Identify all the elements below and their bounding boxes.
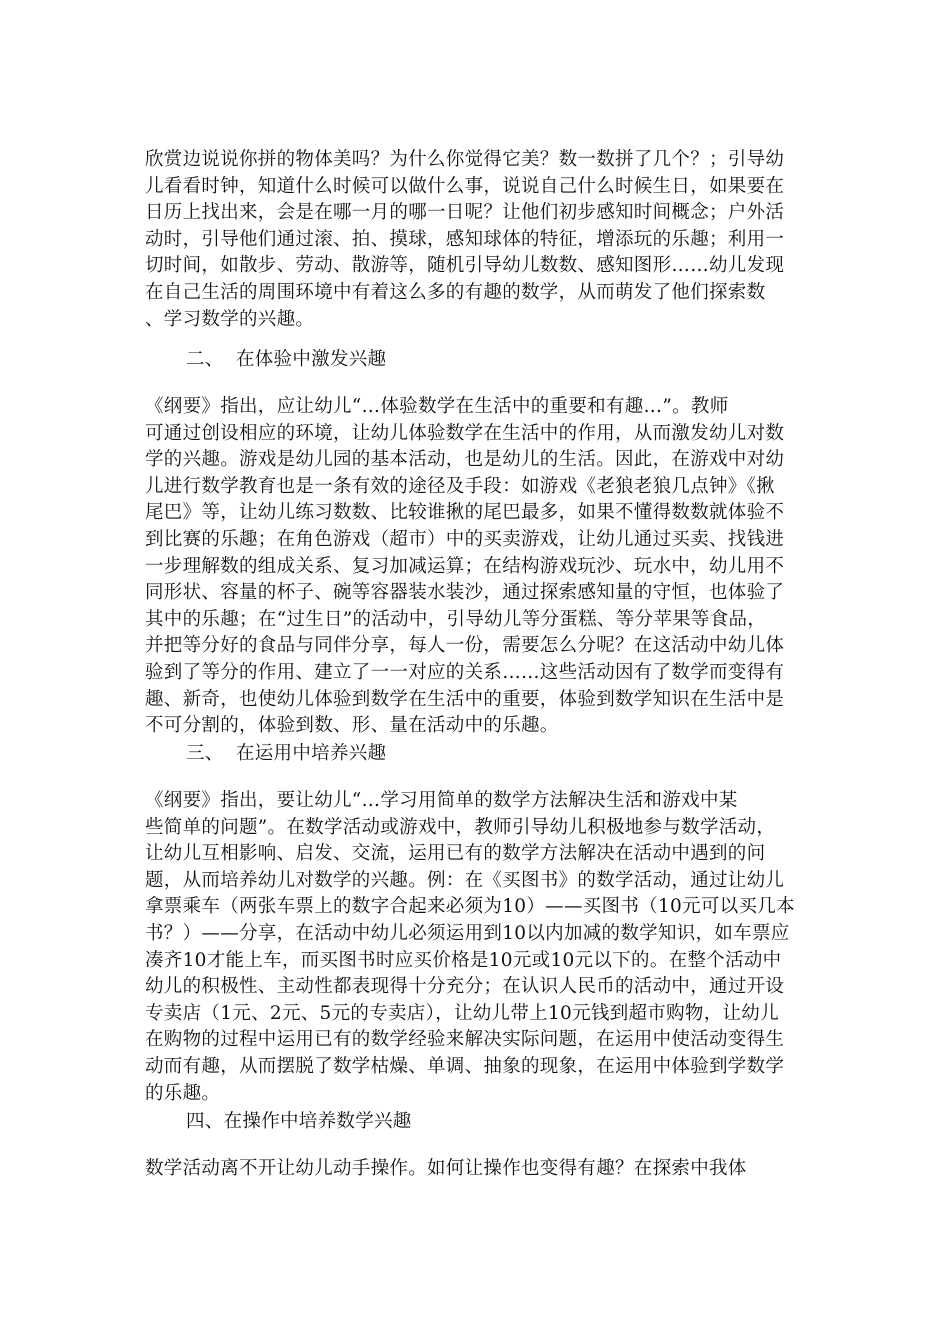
text-line: 到比赛的乐趣；在角色游戏（超市）中的买卖游戏，让幼儿通过买卖、找钱进 <box>145 528 785 550</box>
text-line: 的乐趣。 <box>145 1082 221 1104</box>
text-line: 其中的乐趣；在“过生日”的活动中，引导幼儿等分蛋糕、等分苹果等食品， <box>145 608 767 630</box>
text-line: 儿进行数学教育也是一条有效的途径及手段：如游戏《老狼老狼几点钟》《揪 <box>145 475 775 497</box>
text-line: 不可分割的，体验到数、形、量在活动中的乐趣。 <box>145 715 559 737</box>
text-line: 动而有趣，从而摆脱了数学枯燥、单调、抽象的现象，在运用中体验到学数学 <box>145 1055 785 1077</box>
section-heading-3: 三、 在运用中培养兴趣 <box>186 743 387 764</box>
text-line: 《纲要》指出，应让幼儿“…体验数学在生活中的重要和有趣…”。教师 <box>145 396 729 417</box>
text-line: 凑齐10才能上车，而买图书时应买价格是10元或10元以下的。在整个活动中 <box>145 949 782 971</box>
text-line: 《纲要》指出，要让幼儿“…学习用简单的数学方法解决生活和游戏中某 <box>145 790 738 811</box>
text-line: 幼儿的积极性、主动性都表现得十分充分；在认识人民币的活动中，通过开设 <box>145 976 785 998</box>
paragraph-application <box>145 788 805 1107</box>
text-line: 、学习数学的兴趣。 <box>145 308 315 330</box>
text-line: 日历上找出来，会是在哪一月的哪一日呢？让他们初步感知时间概念；户外活 <box>145 202 785 224</box>
text-line: 在自己生活的周围环境中有着这么多的有趣的数学，从而萌发了他们探索数 <box>145 281 766 303</box>
text-line: 专卖店（1元、2元、5元的专卖店），让幼儿带上10元钱到超市购物，让幼儿 <box>145 1002 779 1024</box>
text-line: 尾巴》等，让幼儿练习数数、比较谁揪的尾巴最多，如果不懂得数数就体验不 <box>145 502 785 524</box>
text-line: 书？）——分享，在活动中幼儿必须运用到10以内加减的数学知识，如车票应 <box>145 922 790 944</box>
text-line: 验到了等分的作用、建立了一一对应的关系……这些活动因有了数学而变得有 <box>145 661 785 683</box>
section-heading-2: 二、 在体验中激发兴趣 <box>186 349 387 370</box>
section-heading-4: 四、在操作中培养数学兴趣 <box>186 1111 412 1132</box>
text-line: 可通过创设相应的环境，让幼儿体验数学在生活中的作用，从而激发幼儿对数 <box>145 422 785 444</box>
text-line: 同形状、容量的杯子、碗等容器装水装沙，通过探索感知量的守恒，也体验了 <box>145 582 785 604</box>
text-line: 欣赏边说说你拼的物体美吗？为什么你觉得它美？数一数拼了几个？；引导幼 <box>145 149 785 170</box>
text-line: 让幼儿互相影响、启发、交流，运用已有的数学方法解决在活动中遇到的问 <box>145 843 766 865</box>
paragraph-daily-life <box>145 147 805 333</box>
paragraph-operation <box>145 1156 805 1183</box>
text-line: 题，从而培养幼儿对数学的兴趣。例：在《买图书》的数学活动，通过让幼儿 <box>145 869 785 891</box>
text-line: 趣、新奇，也使幼儿体验到数学在生活中的重要，体验到数学知识在生活中是 <box>145 688 785 710</box>
text-line: 并把等分好的食品与同伴分享，每人一份，需要怎么分呢？在这活动中幼儿体 <box>145 635 785 657</box>
text-line: 数学活动离不开让幼儿动手操作。如何让操作也变得有趣？在探索中我体 <box>145 1158 747 1179</box>
paragraph-experience <box>145 394 805 740</box>
text-line: 拿票乘车（两张车票上的数字合起来必须为10）——买图书（10元可以买几本 <box>145 896 795 918</box>
text-line: 在购物的过程中运用已有的数学经验来解决实际问题，在运用中使活动变得生 <box>145 1029 785 1051</box>
text-line: 动时，引导他们通过滚、拍、摸球，感知球体的特征，增添玩的乐趣；利用一 <box>145 228 785 250</box>
text-line: 一步理解数的组成关系、复习加减运算；在结构游戏玩沙、玩水中，幼儿用不 <box>145 555 785 577</box>
text-line: 切时间，如散步、劳动、散游等，随机引导幼儿数数、感知图形……幼儿发现 <box>145 255 785 277</box>
text-line: 学的兴趣。游戏是幼儿园的基本活动，也是幼儿的生活。因此，在游戏中对幼 <box>145 449 785 471</box>
text-line: 些简单的问题”。在数学活动或游戏中，教师引导幼儿积极地参与数学活动， <box>145 816 776 838</box>
text-line: 儿看看时钟，知道什么时候可以做什么事，说说自己什么时候生日，如果要在 <box>145 175 785 197</box>
